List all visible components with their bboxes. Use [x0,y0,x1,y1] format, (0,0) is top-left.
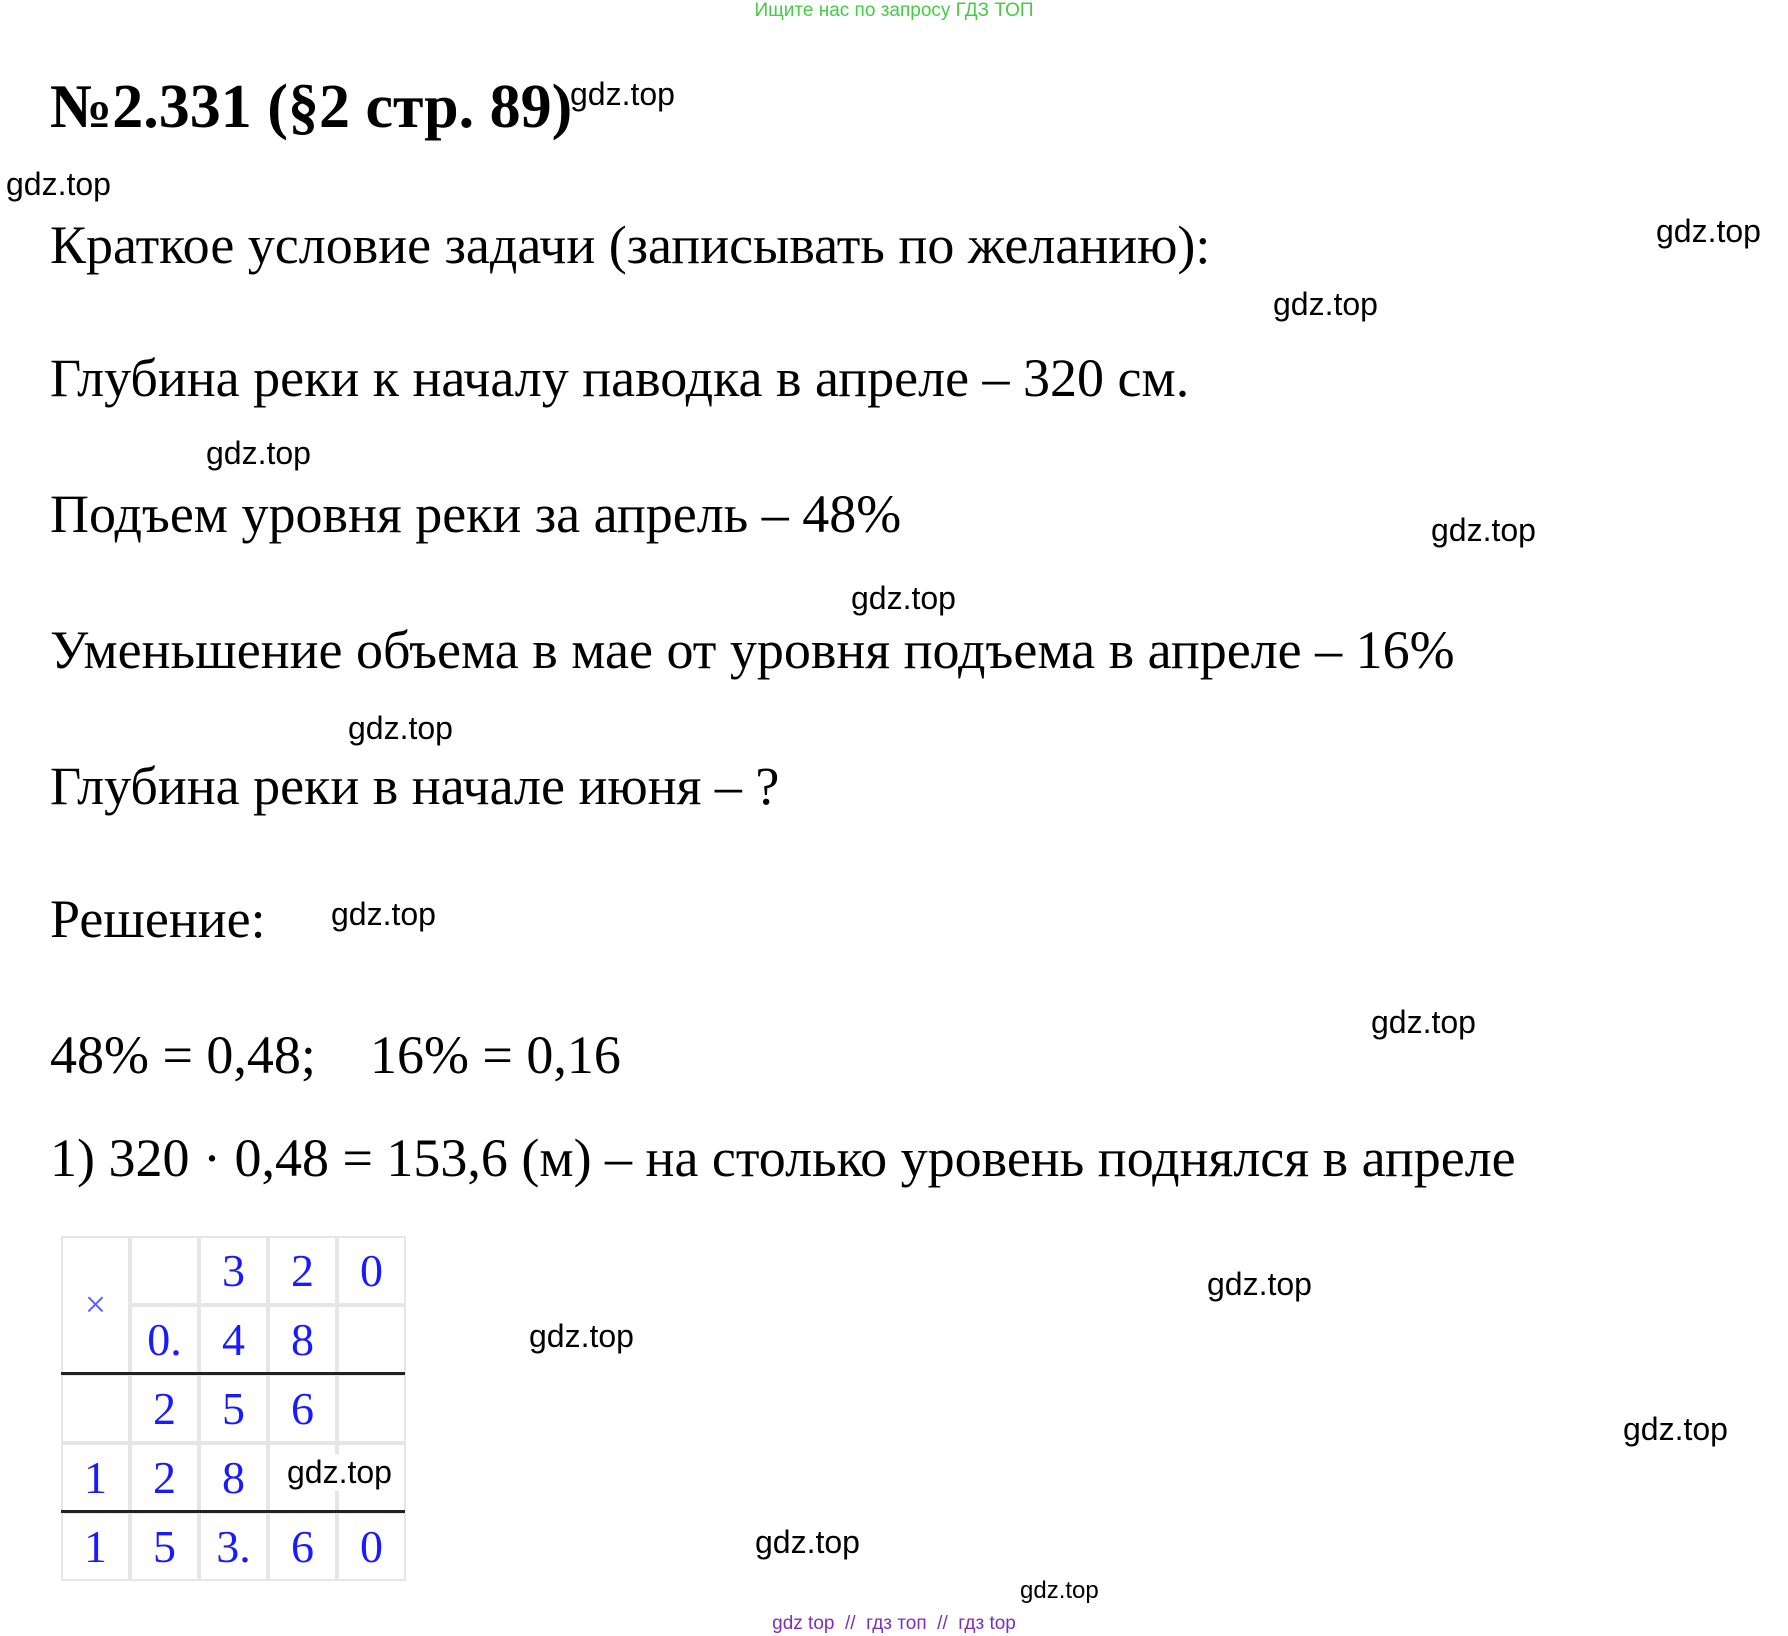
watermark: gdz.top [348,710,453,746]
watermark: gdz.top [1623,1411,1728,1447]
grid-cell: 8 [199,1443,268,1512]
grid-cell [337,1374,406,1443]
multiply-operator: × [61,1236,130,1374]
footer-links: gdz top // гдз топ // гдз top [772,1613,1016,1634]
watermark: gdz.top [331,896,436,932]
watermark: gdz.top [1020,1577,1099,1604]
grid-cell: 1 [61,1512,130,1581]
condition-decrease-may: Уменьшение объема в мае от уровня подъема в апреле – 16% [50,620,1455,680]
grid-cell [337,1305,406,1374]
top-banner: Ищите нас по запросу ГДЗ ТОП [754,0,1034,21]
grid-cell: 5 [130,1512,199,1581]
grid-divider [61,1372,405,1375]
watermark: gdz.top [287,1454,392,1490]
grid-cell: 3 [199,1236,268,1305]
condition-depth-june: Глубина реки в начале июня – ? [50,756,780,816]
problem-title: №2.331 (§2 стр. 89) [50,73,573,141]
grid-cell: 5 [199,1374,268,1443]
watermark: gdz.top [570,76,675,112]
grid-cell: 3. [199,1512,268,1581]
grid-cell: 0. [130,1305,199,1374]
grid-cell: 2 [268,1236,337,1305]
watermark: gdz.top [851,580,956,616]
grid-cell: 2 [130,1374,199,1443]
multiplication-grid [61,1236,405,1579]
grid-cell [130,1236,199,1305]
watermark: gdz.top [206,435,311,471]
grid-cell: 2 [130,1443,199,1512]
solution-step-1: 1) 320 · 0,48 = 153,6 (м) – на столько уровень поднялся в апреле [50,1128,1516,1188]
grid-cell: 8 [268,1305,337,1374]
condition-rise-april: Подъем уровня реки за апрель – 48% [50,484,902,544]
grid-cell: 0 [337,1236,406,1305]
grid-cell: 6 [268,1512,337,1581]
condition-depth-april: Глубина реки к началу паводка в апреле – 320 см. [50,348,1190,408]
grid-cell: 0 [337,1512,406,1581]
watermark: gdz.top [1207,1266,1312,1302]
grid-cell [61,1374,130,1443]
grid-divider [61,1510,405,1513]
watermark: gdz.top [755,1524,860,1560]
watermark: gdz.top [529,1318,634,1354]
percent-conversion: 48% = 0,48; 16% = 0,16 [50,1025,621,1085]
grid-cell: 1 [61,1443,130,1512]
watermark: gdz.top [1431,512,1536,548]
solution-label: Решение: [50,889,266,949]
watermark: gdz.top [1656,213,1761,249]
grid-cell: 6 [268,1374,337,1443]
grid-cell: 4 [199,1305,268,1374]
watermark: gdz.top [1371,1004,1476,1040]
watermark: gdz.top [6,166,111,202]
condition-header: Краткое условие задачи (записывать по желанию): [50,215,1211,275]
watermark: gdz.top [1273,286,1378,322]
